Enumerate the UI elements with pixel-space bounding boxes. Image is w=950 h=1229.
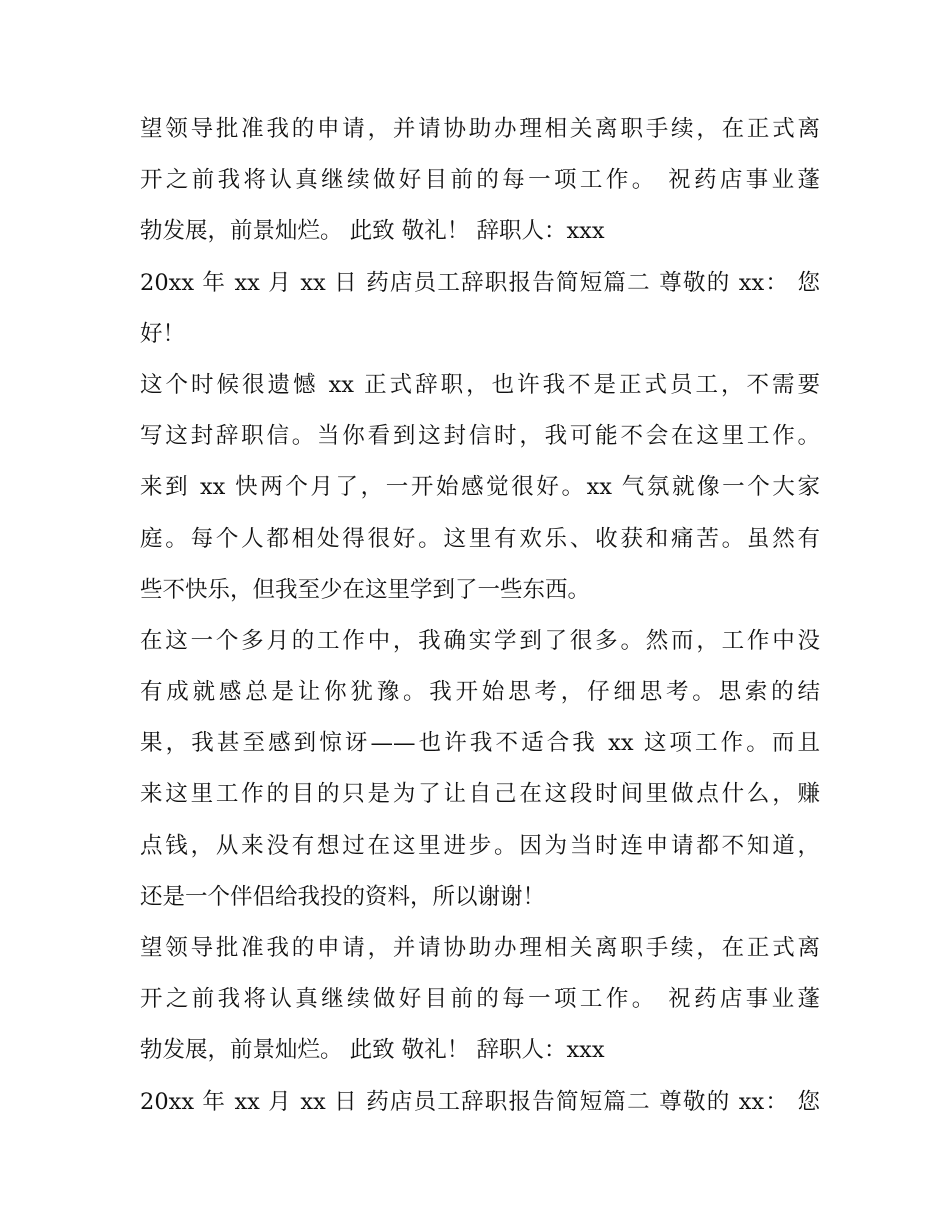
text-line: 果，我甚至感到惊讶——也许我不适合我 xx 这项工作。而且 [140, 730, 820, 757]
text-line: 点钱，从来没有想过在这里进步。因为当时连申请都不知道， [140, 832, 820, 859]
text-line: 还是一个伴侣给我投的资料，所以谢谢！ [140, 883, 546, 910]
text-line: 来这里工作的目的只是为了让自己在这段时间里做点什么，赚 [140, 781, 820, 808]
text-line: 写这封辞职信。当你看到这封信时，我可能不会在这里工作。 [140, 423, 820, 450]
text-line: 这个时候很遗憾 xx 正式辞职，也许我不是正式员工，不需要 [140, 371, 820, 398]
text-line: 望领导批准我的申请，并请协助办理相关离职手续，在正式离 [140, 935, 820, 961]
text-line: 来到 xx 快两个月了，一开始感觉很好。xx 气氛就像一个大家 [140, 474, 820, 501]
text-line: 些不快乐，但我至少在这里学到了一些东西。 [140, 576, 591, 603]
text-line: 勃发展，前景灿烂。 此致 敬礼！ 辞职人：xxx [140, 1037, 605, 1064]
text-line: 好！ [140, 320, 186, 347]
text-line: 在这一个多月的工作中，我确实学到了很多。然而，工作中没 [140, 627, 820, 654]
text-line: 勃发展，前景灿烂。 此致 敬礼！ 辞职人：xxx [140, 218, 605, 245]
text-line: 开之前我将认真继续做好目前的每一项工作。 祝药店事业蓬 [140, 986, 820, 1013]
text-line: 20xx 年 xx 月 xx 日 药店员工辞职报告简短篇二 尊敬的 xx： 您 [140, 1088, 820, 1115]
text-line: 开之前我将认真继续做好目前的每一项工作。 祝药店事业蓬 [140, 167, 820, 194]
text-line: 庭。每个人都相处得很好。这里有欢乐、收获和痛苦。虽然有 [140, 525, 820, 552]
document-body [140, 104, 820, 1128]
text-line: 有成就感总是让你犹豫。我开始思考，仔细思考。思索的结 [140, 679, 820, 706]
text-line: 20xx 年 xx 月 xx 日 药店员工辞职报告简短篇二 尊敬的 xx： 您 [140, 269, 820, 296]
text-line: 望领导批准我的申请，并请协助办理相关离职手续，在正式离 [140, 116, 820, 142]
